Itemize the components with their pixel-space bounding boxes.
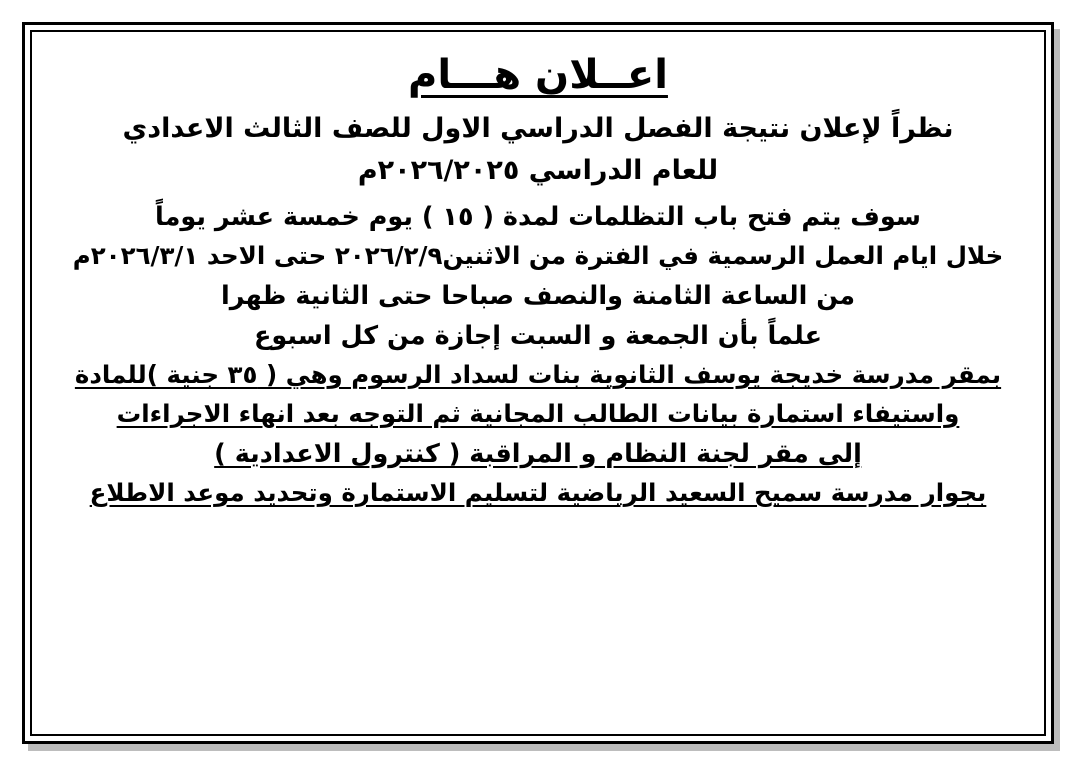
announcement-line-7: بمقر مدرسة خديجة يوسف الثانوية بنات لسداد الرسوم وهي ( ٣٥ جنية )للمادة <box>74 360 1002 390</box>
inner-border <box>30 30 1046 736</box>
announcement-line-8: واستيفاء استمارة بيانات الطالب المجانية ثم التوجه بعد انهاء الاجراءات <box>116 398 960 428</box>
announcement-line-10: بجوار مدرسة سميح السعيد الرياضية لتسليم الاستمارة وتحديد موعد الاطلاع <box>89 477 987 507</box>
announcement-line-5: من الساعة الثامنة والنصف صباحا حتى الثانية ظهرا <box>220 280 855 311</box>
announcement-line-1: نظراً لإعلان نتيجة الفصل الدراسي الاول للصف الثالث الاعدادي <box>122 113 954 144</box>
announcement-line-4: خلال ايام العمل الرسمية في الفترة من الاثنين٢٠٢٦/٢/٩ حتى الاحد ٢٠٢٦/٣/١م <box>72 240 1004 270</box>
announcement-line-9: إلى مقر لجنة النظام و المراقبة ( كنترول الاعدادية ) <box>214 438 862 469</box>
announcement-line-2: للعام الدراسي ٢٠٢٦/٢٠٢٥م <box>357 155 719 187</box>
page-title: اعــلان هـــام <box>408 52 668 98</box>
announcement-line-3: سوف يتم فتح باب التظلمات لمدة ( ١٥ ) يوم خمسة عشر يوماً <box>155 201 921 232</box>
outer-border <box>22 22 1054 744</box>
announcement-line-6: علماً بأن الجمعة و السبت إجازة من كل اسبوع <box>254 320 822 351</box>
